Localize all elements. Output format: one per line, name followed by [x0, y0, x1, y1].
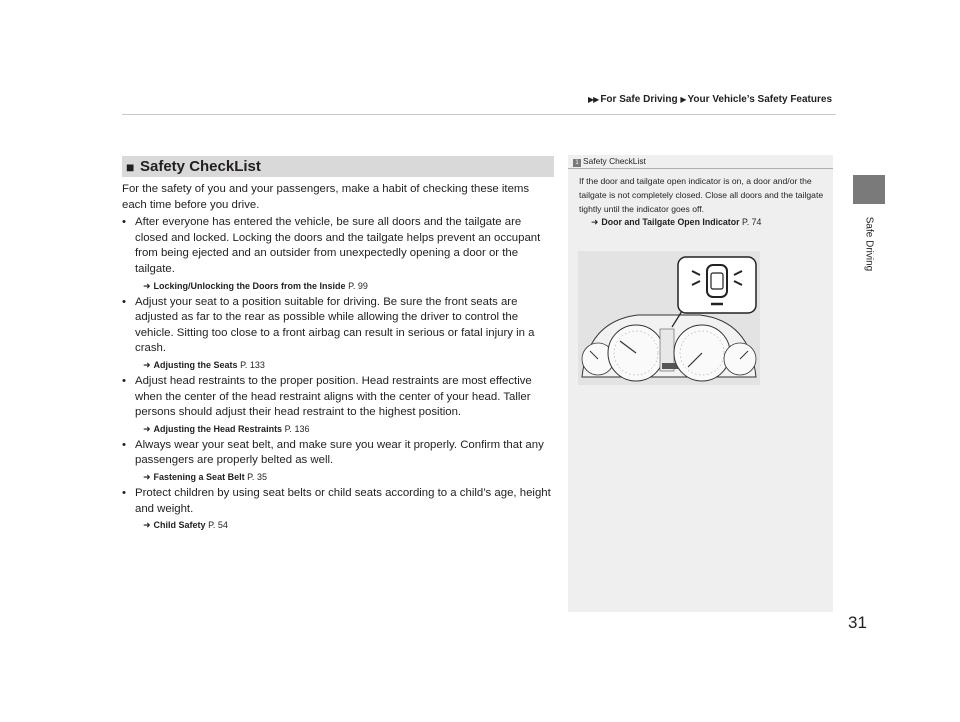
list-item [122, 295, 554, 372]
reference-arrow-icon: ➜ [591, 217, 599, 228]
cross-reference[interactable] [143, 470, 554, 484]
cross-reference[interactable] [143, 422, 554, 436]
list-item [122, 438, 554, 484]
reference-title[interactable]: Locking/Unlocking the Doors from the Inside [153, 280, 346, 291]
reference-title[interactable]: Adjusting the Head Restraints [153, 423, 283, 434]
reference-page: P. 35 [247, 471, 267, 482]
bullet-icon: • [122, 486, 126, 499]
list-item [122, 374, 554, 436]
cross-reference[interactable] [143, 518, 554, 532]
main-content [122, 182, 554, 532]
bullet-icon: • [122, 374, 126, 387]
breadcrumb [588, 94, 832, 105]
arrow-icon: ▶ [680, 95, 686, 104]
reference-title[interactable]: Child Safety [153, 520, 206, 531]
reference-arrow-icon: ➜ [143, 280, 151, 291]
breadcrumb-item-1[interactable]: For Safe Driving [600, 94, 678, 105]
sidebar-cross-reference[interactable] [591, 216, 825, 230]
list-item-text: Always wear your seat belt, and make sure you wear it properly. Confirm that any passengers are properly belted as well. [135, 438, 544, 467]
list-item-text: After everyone has entered the vehicle, be sure all doors and the tailgate are closed and locked. Locking the doors and the tailgate helps prevent an occupant from being ejected and an outsider from unexpectedly opening a door or the tailgate. [135, 216, 541, 275]
reference-arrow-icon: ➜ [143, 359, 151, 370]
reference-title[interactable]: Fastening a Seat Belt [153, 471, 245, 482]
list-item [122, 486, 554, 532]
instrument-cluster-image [578, 251, 760, 385]
reference-arrow-icon: ➜ [143, 423, 151, 434]
reference-page: P. 136 [284, 423, 310, 434]
instrument-cluster-illustration [578, 251, 760, 385]
sidebar-heading [573, 156, 646, 167]
reference-arrow-icon: ➜ [143, 471, 151, 482]
cross-reference[interactable] [143, 358, 554, 372]
double-arrow-icon: ▶▶ [588, 95, 599, 104]
section-heading: Safety CheckList [140, 158, 261, 175]
chapter-label: Safe Driving [863, 216, 875, 272]
bullet-icon: • [122, 438, 126, 451]
list-item [122, 215, 554, 292]
header-divider [122, 114, 836, 115]
square-bullet-icon: ■ [126, 159, 135, 175]
sidebar-body [579, 175, 825, 230]
note-marker-icon: 1 [573, 159, 581, 167]
list-item-text: Adjust your seat to a position suitable for driving. Be sure the front seats are adjusted as far to the rear as possible while allowing the driver to control the vehicle. Sitting too close to a front airbag can result in serious or fatal injury in a crash. [135, 295, 535, 355]
bullet-icon: • [122, 216, 126, 229]
reference-page: P. 54 [208, 520, 228, 531]
sidebar-text: If the door and tailgate open indicator is on, a door and/or the tailgate is not completely closed. Close all doors and the tailgate tightly until the indicator goes off. [579, 176, 824, 214]
breadcrumb-item-2[interactable]: Your Vehicle’s Safety Features [687, 94, 833, 105]
bullet-icon: • [122, 295, 126, 308]
sidebar-divider [568, 168, 833, 169]
list-item-text: Protect children by using seat belts or child seats according to a child’s age, height and weight. [135, 486, 551, 515]
intro-text: For the safety of you and your passengers, make a habit of checking these items each time before you drive. [122, 183, 530, 211]
page-number: 31 [848, 613, 867, 632]
section-heading-bar [122, 156, 554, 177]
sidebar-reference-page: P. 74 [741, 217, 762, 228]
reference-page: P. 99 [348, 280, 368, 291]
reference-title[interactable]: Adjusting the Seats [153, 359, 238, 370]
reference-page: P. 133 [240, 359, 265, 370]
sidebar-reference-title[interactable]: Door and Tailgate Open Indicator [601, 217, 740, 228]
sidebar-heading-text: Safety CheckList [583, 156, 646, 166]
chapter-tab [853, 175, 885, 204]
cross-reference[interactable] [143, 279, 554, 293]
reference-arrow-icon: ➜ [143, 520, 151, 531]
list-item-text: Adjust head restraints to the proper position. Head restraints are most effective when the center of the head restraint aligns with the center of your head. Taller persons should adjust their head restraint to the highest position. [135, 374, 532, 419]
